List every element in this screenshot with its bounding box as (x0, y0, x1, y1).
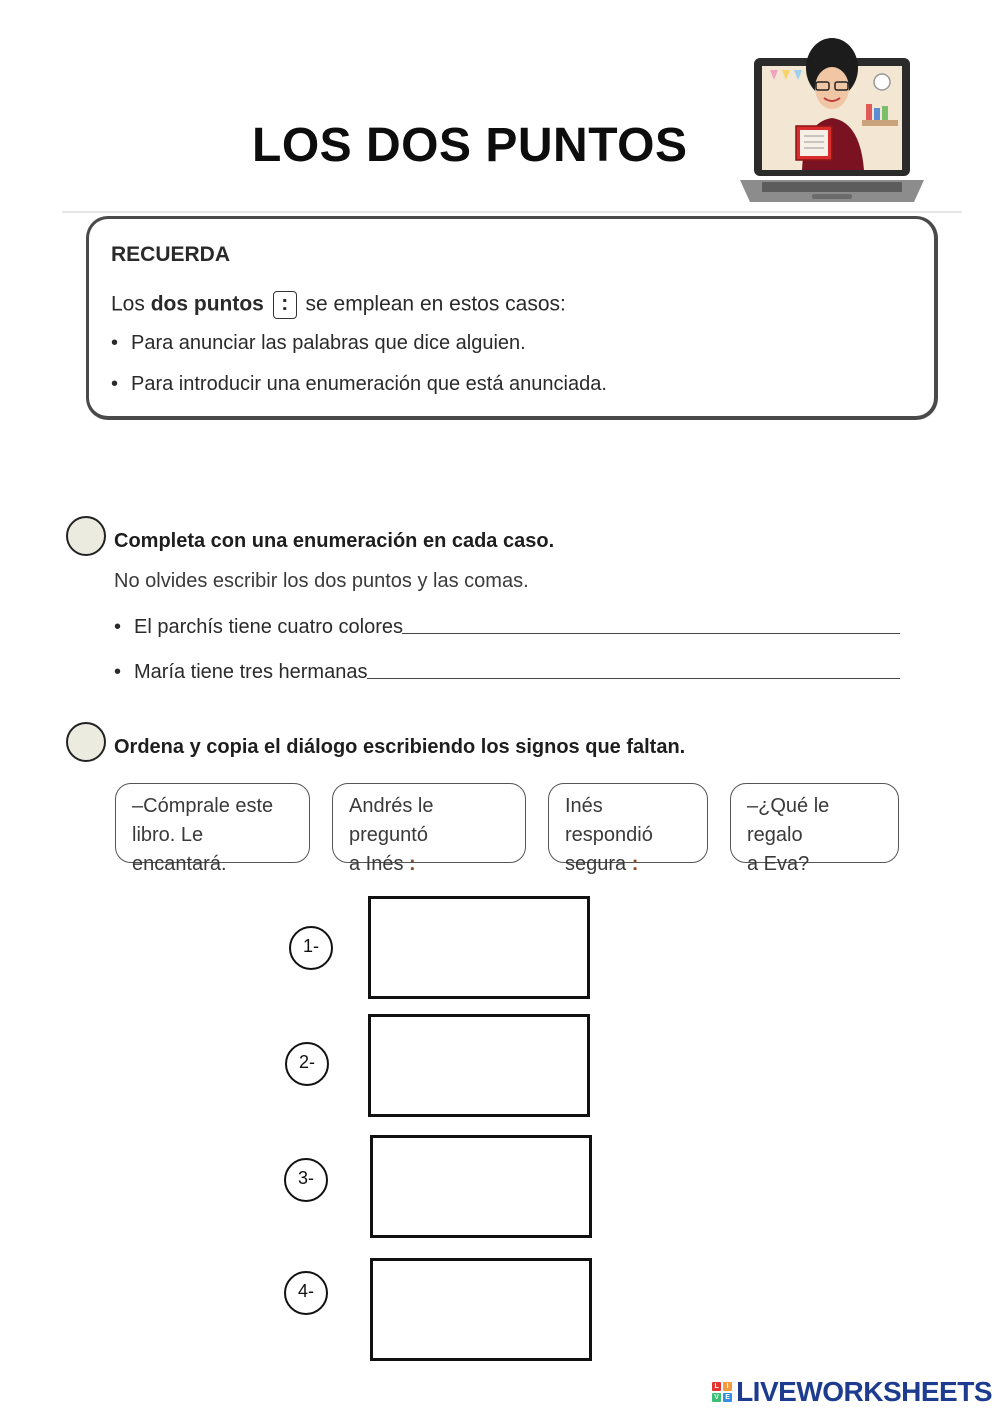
exercise-1-answer-line-2[interactable] (367, 678, 900, 679)
dialogue-card-text: libro. Le encantará. (132, 824, 227, 875)
dialogue-card (115, 783, 310, 875)
order-number-1: 1- (289, 926, 333, 970)
bullet-icon: • (111, 373, 119, 395)
logo-letter: I (723, 1382, 732, 1391)
colon-mark: : (409, 853, 416, 875)
dialogue-card-line (747, 850, 882, 879)
answer-box-2[interactable] (368, 1014, 590, 1117)
recuerda-bullet-text: Para anunciar las palabras que dice alguien. (131, 332, 526, 354)
recuerda-box (86, 216, 938, 420)
dialogue-card-text: segura (565, 853, 627, 875)
colon-mark: : (631, 853, 639, 875)
dialogue-card-line (565, 850, 691, 879)
exercise-1-circle (66, 516, 106, 556)
logo-letter: L (712, 1382, 721, 1391)
answer-box-1[interactable] (368, 896, 590, 999)
dialogue-card-line: –¿Qué le regalo (747, 795, 830, 846)
dialogue-card (730, 783, 899, 875)
liveworksheets-logo-icon (712, 1382, 732, 1402)
colon-symbol-box: : (273, 291, 297, 319)
recuerda-bullet-text: Para introducir una enumeración que está anunciada. (131, 373, 607, 395)
dialogue-card (548, 783, 708, 875)
recuerda-bullet (111, 373, 607, 396)
dialogue-card-text: a Inés (349, 853, 404, 875)
bullet-icon: • (114, 661, 122, 683)
header-divider (62, 211, 962, 213)
bullet-icon: • (114, 616, 122, 638)
recuerda-title: RECUERDA (111, 243, 231, 266)
dialogue-card-line (349, 850, 509, 879)
exercise-1-heading: Completa con una enumeración en cada caso. (114, 530, 555, 552)
logo-letter: E (723, 1393, 732, 1402)
order-number-3: 3- (284, 1158, 328, 1202)
dialogue-card (332, 783, 526, 875)
exercise-2-heading: Ordena y copia el diálogo escribiendo los signos que faltan. (114, 736, 686, 758)
answer-box-4[interactable] (370, 1258, 592, 1361)
exercise-1-answer-line-1[interactable] (402, 633, 900, 634)
dialogue-card-line: Andrés le preguntó (349, 795, 434, 846)
dialogue-card-line: Inés respondió (565, 795, 653, 846)
exercise-1-item-text: María tiene tres hermanas (134, 661, 368, 683)
exercise-1-item (114, 616, 403, 639)
exercise-1-item (114, 661, 367, 684)
recuerda-intro-after: se emplean en estos casos: (305, 292, 566, 316)
dialogue-card-line: –Cómprale este (132, 795, 274, 817)
order-number-2: 2- (285, 1042, 329, 1086)
recuerda-intro-before: Los (111, 292, 145, 316)
brand-name: LIVEWORKSHEETS (736, 1376, 992, 1407)
exercise-1-instruction: No olvides escribir los dos puntos y las comas. (114, 570, 529, 592)
recuerda-intro-bold: dos puntos (150, 292, 264, 316)
liveworksheets-brand (712, 1377, 992, 1407)
order-number-4: 4- (284, 1271, 328, 1315)
bullet-icon: • (111, 332, 119, 354)
recuerda-bullet (111, 332, 526, 355)
recuerda-intro (111, 291, 566, 319)
page-title: LOS DOS PUNTOS (252, 119, 688, 172)
exercise-1-item-text: El parchís tiene cuatro colores (134, 616, 404, 638)
logo-letter: V (712, 1393, 721, 1402)
answer-box-3[interactable] (370, 1135, 592, 1238)
dialogue-card-text: a Eva? (747, 853, 810, 875)
dialogue-card-line (132, 821, 293, 879)
laptop-teacher-illustration (732, 30, 932, 205)
exercise-2-circle (66, 722, 106, 762)
